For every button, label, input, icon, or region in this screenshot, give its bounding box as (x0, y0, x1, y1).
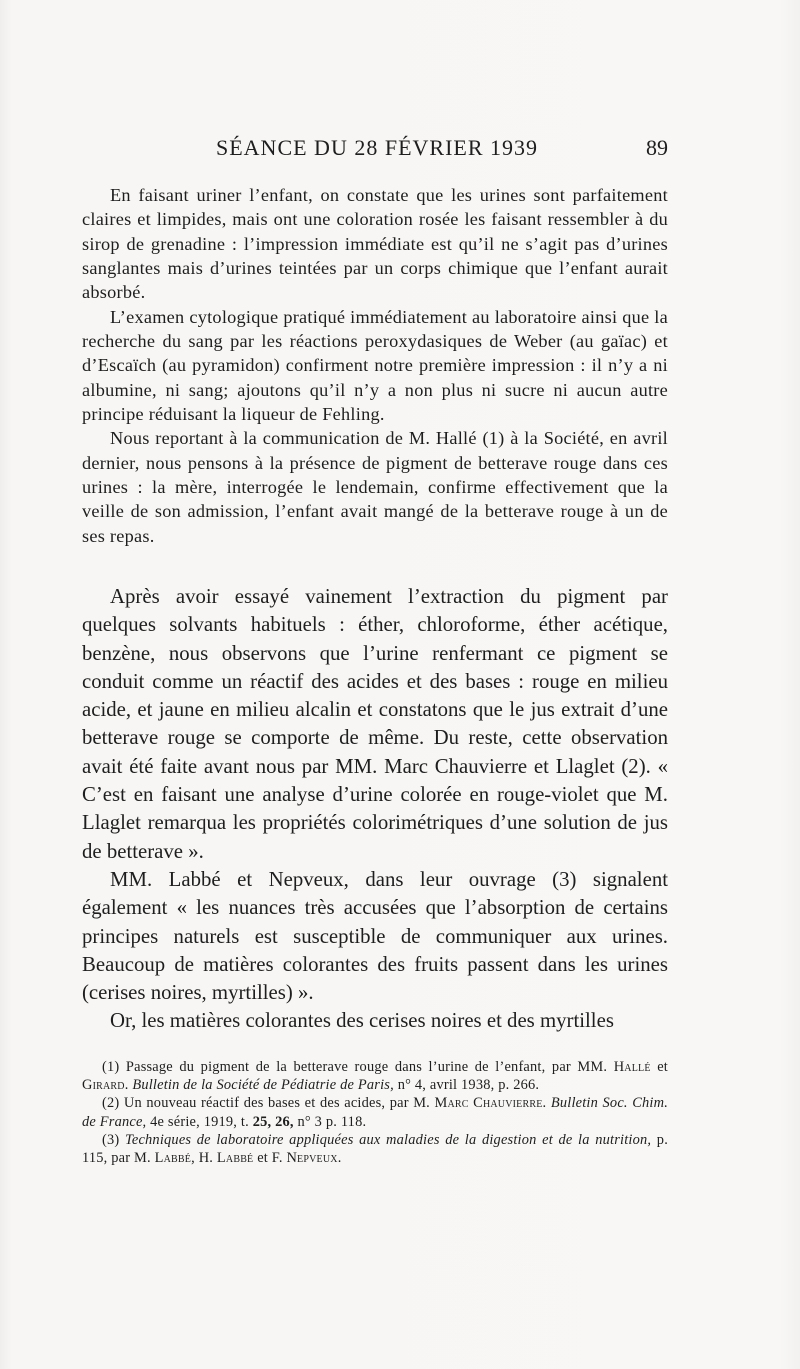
footnote-text: n° 4, avril 1938, p. 266. (397, 1077, 540, 1094)
small-text-section (82, 183, 668, 548)
footnote-text: F. (271, 1150, 283, 1167)
paragraph: L’examen cytologique pratiqué immédiatement au laboratoire ainsi que la recherche du sang par les réactions peroxydasiques de Weber (au gaïac) et d’Escaïch (au pyramidon) confirment notre première impression : il n’y a ni albumine, ni sang; ajoutons qu’il n’y a non plus ni sucre ni aucun autre principe réduisant la liqueur de Fehling. (82, 306, 668, 425)
large-text-section (82, 583, 668, 1036)
footnote-text: p. 115, par M. (82, 1131, 668, 1167)
footnote-author: Nepveux. (286, 1150, 342, 1167)
running-title: SÉANCE DU 28 FÉVRIER 1939 (216, 135, 539, 160)
footnote-marker: (2) (102, 1095, 120, 1112)
footnote-tome: 25, 26, (252, 1113, 294, 1130)
footnote-marker: (1) (102, 1059, 120, 1075)
footnote-1: (1) Passage du pigment de la betterave rouge dans l’urine de l’enfant, par MM. Hallé et Girard. Bulletin de la Société de Pédiatrie de Paris, n° 4, avril 1938, p. 266. (82, 1059, 668, 1094)
paragraph: MM. Labbé et Nepveux, dans leur ouvrage (3) signalent également « les nuances très accusées que l’absorption de certains principes naturels est susceptible de communiquer aux urines. Beaucoup de matières colorantes des fruits passent dans les urines (cerises noires, myrtilles) ». (82, 867, 668, 1005)
footnote-3 (82, 1131, 668, 1167)
page-number: 89 (646, 135, 668, 160)
footnote-text: et (257, 1150, 268, 1167)
footnote-2 (82, 1094, 668, 1130)
footnotes (82, 1058, 668, 1167)
footnote-text: H. (198, 1150, 214, 1167)
footnote-author: Labbé (216, 1150, 254, 1167)
footnote-author: Hallé (613, 1059, 651, 1075)
footnote-author: Labbé, (154, 1150, 195, 1167)
paragraph: En faisant uriner l’enfant, on constate que les urines sont parfaitement claires et limpides, mais ont une coloration rosée les faisant ressembler à du sirop de grenadine : l’impression immédiate est qu’il ne s’agit pas d’urines sanglantes mais d’urines teintées par un corps chimique que l’enfant aurait absorbé. (82, 185, 668, 303)
footnote-title: Techniques de laboratoire appliquées aux maladies de la digestion et de la nutrition, (124, 1131, 652, 1148)
footnote-journal: Bulletin Soc. Chim. de France, (82, 1095, 668, 1130)
footnote-author: Marc Chauvierre. (434, 1095, 547, 1112)
footnote-text: Passage du pigment de la betterave rouge dans l’urine de l’enfant, par MM. (125, 1059, 608, 1075)
footnote-author: Girard (82, 1077, 125, 1094)
footnote-text: n° 3 p. 118. (297, 1113, 367, 1130)
paragraph: Après avoir essayé vainement l’extraction du pigment par quelques solvants habituels : éther, chloroforme, éther acétique, benzène, nous observons que l’urine renfermant ce pigment se conduit comme un réactif des acides et des bases : rouge en milieu acide, et jaune en milieu alcalin et constatons que le jus extrait d’une betterave rouge se comporte de même. Du reste, cette observation avait été faite avant nous par MM. Marc Chauvierre et Llaglet (2). « C’est en faisant une analyse d’urine colorée en rouge-violet que M. Llaglet remarqua les propriétés colorimétriques d’une solution de jus de betterave ». (82, 585, 668, 863)
footnote-text: et (657, 1059, 668, 1075)
running-header (82, 135, 668, 165)
footnote-text: Un nouveau réactif des bases et des acides, par M. (123, 1095, 430, 1112)
footnote-marker: (3) (102, 1131, 120, 1148)
footnote-journal: Bulletin de la Société de Pédiatrie de Paris, (132, 1077, 394, 1094)
footnote-text: 4e série, 1919, t. (150, 1113, 249, 1130)
paragraph: Or, les matières colorantes des cerises noires et des myrtilles (110, 1009, 614, 1033)
paragraph: Nous reportant à la communication de M. Hallé (1) à la Société, en avril dernier, nous pensons à la présence de pigment de betterave rouge dans ces urines : la mère, interrogée le lendemain, confirme effectivement que la veille de son admission, l’enfant avait mangé de la betterave rouge à un de ses repas. (82, 428, 668, 546)
